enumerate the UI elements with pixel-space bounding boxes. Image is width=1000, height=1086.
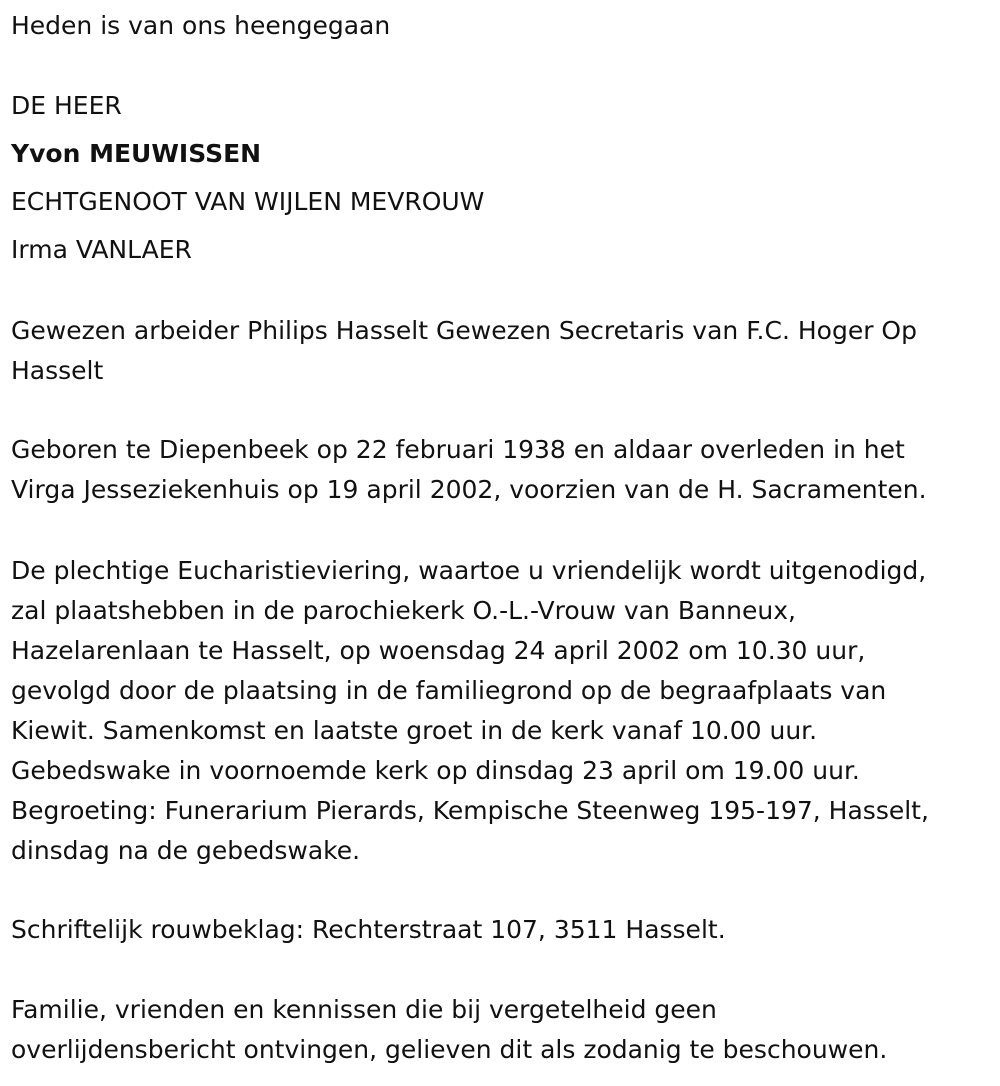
occupation-paragraph <box>11 311 917 391</box>
ceremony-line: Begroeting: Funerarium Pierards, Kempische Steenweg 195-197, Hasselt, <box>11 796 929 825</box>
deceased-name: Yvon MEUWISSEN <box>11 139 262 168</box>
ceremony-line: zal plaatshebben in de parochiekerk O.-L.-Vrouw van Banneux, <box>11 596 796 625</box>
birth-death-line: Geboren te Diepenbeek op 22 februari 1938 en aldaar overleden in het <box>11 435 905 464</box>
title-line: DE HEER <box>11 91 122 120</box>
ceremony-line: Hazelarenlaan te Hasselt, op woensdag 24 april 2002 om 10.30 uur, <box>11 636 866 665</box>
ceremony-line: Gebedswake in voornoemde kerk op dinsdag 23 april om 19.00 uur. <box>11 756 860 785</box>
intro-text: Heden is van ons heengegaan <box>11 11 391 40</box>
birth-death-line: Virga Jesseziekenhuis op 19 april 2002, voorzien van de H. Sacramenten. <box>11 475 927 504</box>
ceremony-line: Kiewit. Samenkomst en laatste groet in de kerk vanaf 10.00 uur. <box>11 716 818 745</box>
closing-line: overlijdensbericht ontvingen, gelieven dit als zodanig te beschouwen. <box>11 1035 888 1064</box>
spouse-name: Irma VANLAER <box>11 235 192 264</box>
occupation-line: Gewezen arbeider Philips Hasselt Gewezen Secretaris van F.C. Hoger Op <box>11 316 917 345</box>
ceremony-paragraph <box>11 551 929 871</box>
occupation-line: Hasselt <box>11 356 104 385</box>
closing-line: Familie, vrienden en kennissen die bij vergetelheid geen <box>11 995 717 1024</box>
condolence-address: Schriftelijk rouwbeklag: Rechterstraat 107, 3511 Hasselt. <box>11 915 726 944</box>
relation-line: ECHTGENOOT VAN WIJLEN MEVROUW <box>11 187 485 216</box>
ceremony-line: gevolgd door de plaatsing in de familiegrond op de begraafplaats van <box>11 676 887 705</box>
closing-paragraph <box>11 990 887 1070</box>
birth-death-paragraph <box>11 430 927 510</box>
ceremony-line: De plechtige Eucharistieviering, waartoe u vriendelijk wordt uitgenodigd, <box>11 556 927 585</box>
ceremony-line: dinsdag na de gebedswake. <box>11 836 361 865</box>
